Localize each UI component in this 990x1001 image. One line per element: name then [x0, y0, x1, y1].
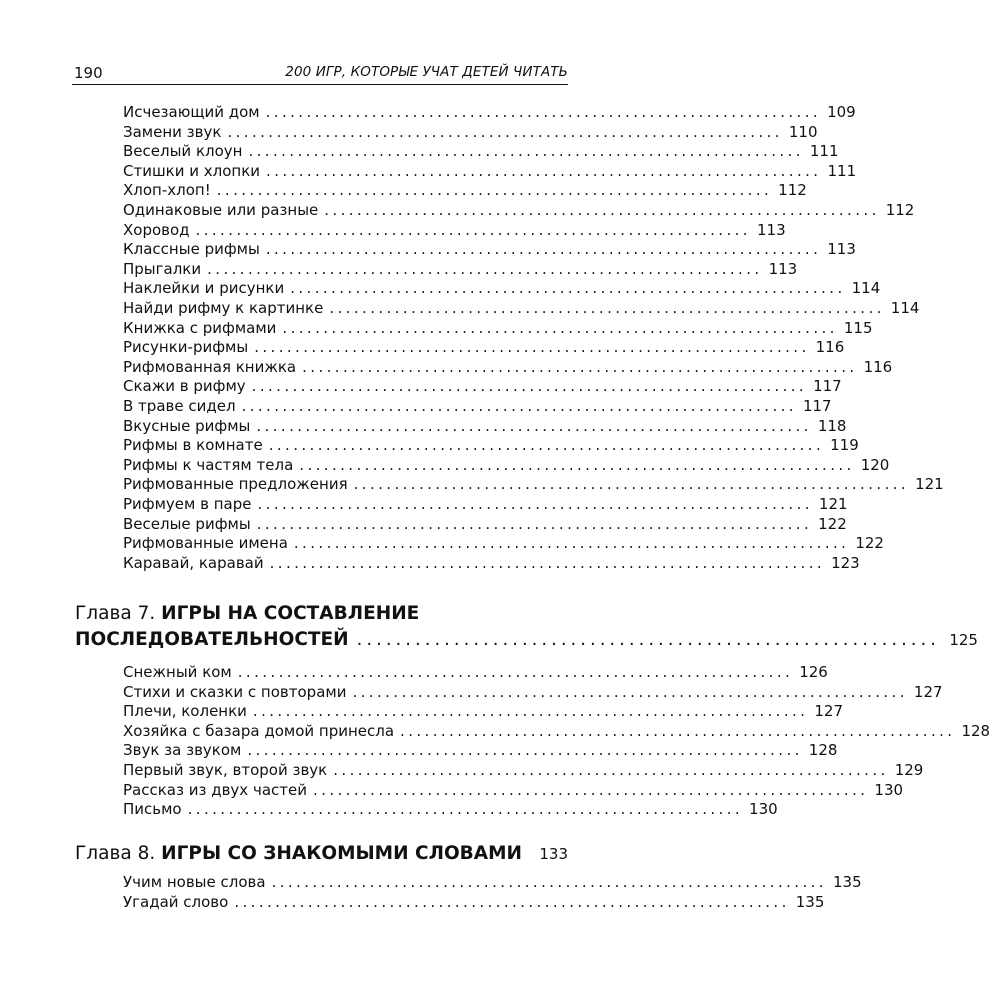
leader-dots: ....................................................................	[207, 259, 763, 278]
leader-dots: ....................................................................	[324, 201, 880, 219]
leader-dots: ....................................................................	[252, 702, 809, 721]
toc-entry	[123, 122, 818, 143]
toc-entry-page: 129	[894, 761, 924, 779]
toc-entry	[123, 514, 847, 535]
toc-entry-page: 114	[851, 279, 881, 298]
toc-entry-page: 127	[913, 682, 943, 701]
toc-entry	[123, 416, 847, 437]
leader-dots: ....................................................................	[251, 377, 808, 396]
toc-entry-page: 121	[915, 475, 944, 494]
leader-dots: ....................................................................	[216, 181, 773, 200]
toc-entry-page: 135	[832, 873, 862, 891]
leader-dots: ....................................................................	[248, 142, 804, 161]
leader-dots: ....................................................................	[312, 780, 869, 799]
toc-entry	[123, 682, 943, 703]
toc-entry	[123, 873, 862, 893]
toc-entry-page: 135	[795, 892, 825, 911]
toc-entry	[123, 475, 944, 495]
toc-entry-title: Рассказ из двух частей	[123, 780, 307, 799]
toc-entry-title: Скажи в рифму	[123, 377, 246, 396]
toc-entry	[123, 377, 842, 397]
leader-dots: ....................................................................	[254, 338, 810, 357]
toc-entry-title: Книжка с рифмами	[123, 318, 277, 337]
toc-entry	[123, 357, 893, 378]
toc-entry-title: Хоровод	[123, 220, 190, 239]
toc-entry	[123, 741, 838, 761]
leader-dots: ............................................................	[356, 629, 940, 650]
chapter-7-title-line2: ПОСЛЕДОВАТЕЛЬНОСТЕЙ	[75, 629, 349, 650]
toc-entry	[123, 780, 904, 801]
toc-entry-title: Наклейки и рисунки	[123, 279, 285, 298]
toc-entry-page: 112	[885, 201, 915, 219]
toc-entry-title: Одинаковые или разные	[123, 201, 319, 219]
leader-dots: ....................................................................	[241, 397, 797, 415]
toc-entry-title: Угадай слово	[123, 892, 229, 911]
leader-dots: ....................................................................	[234, 892, 790, 911]
leader-dots: ....................................................................	[265, 240, 822, 259]
leader-dots: ....................................................................	[333, 761, 889, 779]
page-number: 190	[74, 64, 103, 82]
toc-entry-title: В траве сидел	[123, 397, 236, 415]
toc-entry-page: 128	[961, 721, 990, 740]
toc-entry	[123, 663, 828, 683]
toc-entry-page: 120	[860, 455, 890, 474]
toc-entry	[123, 279, 881, 299]
toc-entry-page: 116	[863, 357, 893, 376]
leader-dots: ....................................................................	[195, 220, 751, 239]
leader-dots: ....................................................................	[269, 553, 826, 572]
toc-entry-page: 128	[808, 741, 838, 760]
toc-entry-page: 111	[827, 161, 857, 180]
toc-entry-page: 118	[817, 416, 847, 435]
toc-entry	[123, 702, 843, 722]
toc-entry	[123, 761, 924, 781]
toc-entry	[123, 299, 920, 319]
toc-entry-title: Найди рифму к картинке	[123, 299, 324, 317]
toc-entry-title: Стихи и сказки с повторами	[123, 682, 347, 701]
toc-entry-title: Рифмы в комнате	[123, 436, 263, 455]
toc-entry-page: 117	[813, 377, 842, 396]
toc-entry	[123, 259, 798, 280]
toc-entry-page: 126	[799, 663, 828, 681]
toc-entry-page: 130	[874, 780, 904, 799]
toc-entry-page: 112	[778, 181, 807, 200]
leader-dots: ....................................................................	[256, 416, 812, 435]
toc-entry	[123, 338, 845, 358]
toc-entry-page: 110	[788, 122, 818, 141]
toc-entry-title: Рифмованные предложения	[123, 475, 348, 494]
toc-entry	[123, 142, 839, 162]
toc-entry	[123, 495, 848, 515]
toc-entry-page: 111	[809, 142, 839, 161]
toc-entry-title: Вкусные рифмы	[123, 416, 251, 435]
toc-entry	[123, 201, 915, 221]
toc-entry-title: Рифмованная книжка	[123, 357, 297, 376]
toc-entry	[123, 455, 890, 476]
toc-entry-title: Письмо	[123, 800, 182, 819]
leader-dots: ....................................................................	[329, 299, 885, 317]
chapter-8-page: 133	[539, 845, 568, 863]
leader-dots: ....................................................................	[265, 103, 822, 121]
toc-entry	[123, 534, 884, 554]
toc-entry-title: Снежный ком	[123, 663, 232, 681]
toc-entry-title: Рифмуем в паре	[123, 495, 252, 513]
toc-entry-title: Замени звук	[123, 122, 222, 141]
toc-entry-page: 113	[768, 259, 798, 278]
toc-entry-title: Веселые рифмы	[123, 514, 251, 533]
toc-entry-title: Звук за звуком	[123, 741, 242, 760]
toc-entry-title: Веселый клоун	[123, 142, 243, 161]
chapter-8-prefix: Глава 8.	[75, 843, 156, 864]
toc-entry-title: Учим новые слова	[123, 873, 266, 891]
toc-entry	[123, 161, 857, 182]
toc-entry-page: 116	[815, 338, 845, 357]
leader-dots: ....................................................................	[237, 663, 794, 681]
toc-entry	[123, 103, 856, 123]
leader-dots: ....................................................................	[257, 495, 813, 513]
toc-entry	[123, 553, 860, 574]
chapter-8-title: ИГРЫ СО ЗНАКОМЫМИ СЛОВАМИ	[161, 843, 522, 864]
leader-dots: ....................................................................	[293, 534, 850, 553]
toc-entry-page: 123	[831, 553, 860, 572]
chapter-7-page: 125	[949, 631, 978, 649]
toc-entry-page: 114	[890, 299, 920, 317]
leader-dots: ....................................................................	[352, 682, 908, 701]
toc-entry-title: Рисунки-рифмы	[123, 338, 249, 357]
toc-entry	[123, 397, 832, 417]
leader-dots: ....................................................................	[227, 122, 783, 141]
toc-entry-title: Первый звук, второй звук	[123, 761, 328, 779]
toc-entry	[123, 892, 825, 913]
page-header	[72, 62, 568, 85]
chapter-7-prefix: Глава 7.	[75, 603, 156, 624]
leader-dots: ....................................................................	[247, 741, 803, 760]
toc-entry	[123, 181, 807, 201]
leader-dots: ....................................................................	[353, 475, 910, 494]
toc-entry-title: Исчезающий дом	[123, 103, 260, 121]
leader-dots: ....................................................................	[302, 357, 858, 376]
leader-dots: ....................................................................	[400, 721, 956, 740]
leader-dots: ....................................................................	[282, 318, 838, 337]
toc-entry-page: 121	[818, 495, 848, 513]
chapter-8-heading	[75, 843, 568, 869]
toc-entry	[123, 318, 873, 339]
leader-dots: ....................................................................	[187, 800, 744, 819]
toc-entry	[123, 800, 778, 820]
leader-dots: ....................................................................	[268, 436, 825, 455]
toc-entry-page: 113	[756, 220, 786, 239]
toc-entry-title: Классные рифмы	[123, 240, 260, 259]
toc-entry-page: 122	[855, 534, 884, 553]
toc-entry-page: 115	[843, 318, 873, 337]
toc-entry	[123, 721, 990, 742]
toc-entry-title: Прыгалки	[123, 259, 202, 278]
toc-entry-title: Хозяйка с базара домой принесла	[123, 721, 395, 740]
chapter-7-title-line1: ИГРЫ НА СОСТАВЛЕНИЕ	[161, 603, 420, 624]
toc-entry-title: Хлоп-хлоп!	[123, 181, 211, 200]
leader-dots: ....................................................................	[290, 279, 846, 298]
toc-entry-title: Каравай, каравай	[123, 553, 264, 572]
toc-entry-page: 109	[827, 103, 856, 121]
toc-entry-title: Плечи, коленки	[123, 702, 247, 721]
toc-entry	[123, 220, 786, 241]
toc-entry-page: 122	[818, 514, 847, 533]
toc-entry-page: 127	[814, 702, 843, 721]
toc-entry-title: Рифмы к частям тела	[123, 455, 294, 474]
toc-entry-title: Стишки и хлопки	[123, 161, 261, 180]
leader-dots: ....................................................................	[299, 455, 855, 474]
toc-entry-page: 130	[749, 800, 778, 819]
running-title: 200 ИГР, КОТОРЫЕ УЧАТ ДЕТЕЙ ЧИТАТЬ	[285, 64, 568, 80]
leader-dots: ....................................................................	[256, 514, 813, 533]
leader-dots: ....................................................................	[266, 161, 822, 180]
toc-entry	[123, 240, 856, 260]
toc-entry-page: 117	[802, 397, 832, 415]
toc-entry-page: 113	[827, 240, 856, 259]
leader-dots: ....................................................................	[271, 873, 827, 891]
toc-entry-title: Рифмованные имена	[123, 534, 288, 553]
toc-entry-page: 119	[830, 436, 859, 455]
toc-entry	[123, 436, 859, 456]
